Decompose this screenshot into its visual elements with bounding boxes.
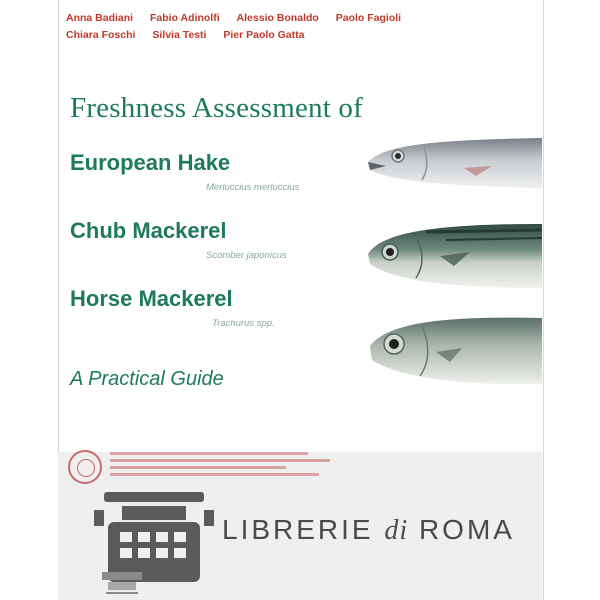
horse-mackerel-image [366,314,542,388]
publisher-logo-icon [100,570,144,596]
species-latin: Merluccius merluccius [206,182,300,193]
university-name-lines [110,452,330,480]
book-title: Freshness Assessment of [70,92,363,124]
watermark-text: LIBRERIE di ROMA [222,514,515,546]
author: Fabio Adinolfi [150,12,220,24]
species-latin: Scomber japonicus [206,250,287,261]
chub-mackerel-image [366,222,542,292]
author: Paolo Fagioli [335,12,402,24]
species-latin: Trachurus spp. [212,318,275,329]
author: Alessio Bonaldo [236,12,319,24]
species-name: Horse Mackerel [70,286,233,311]
species-name: European Hake [70,150,231,175]
authors-list [66,10,466,44]
book-subtitle: A Practical Guide [70,368,224,390]
author: Chiara Foschi [66,29,136,41]
hake-fish-image [364,132,542,192]
author: Anna Badiani [66,12,134,24]
author: Pier Paolo Gatta [223,29,305,41]
author: Silvia Testi [152,29,207,41]
species-name: Chub Mackerel [70,218,227,243]
university-seal-icon [68,450,102,484]
